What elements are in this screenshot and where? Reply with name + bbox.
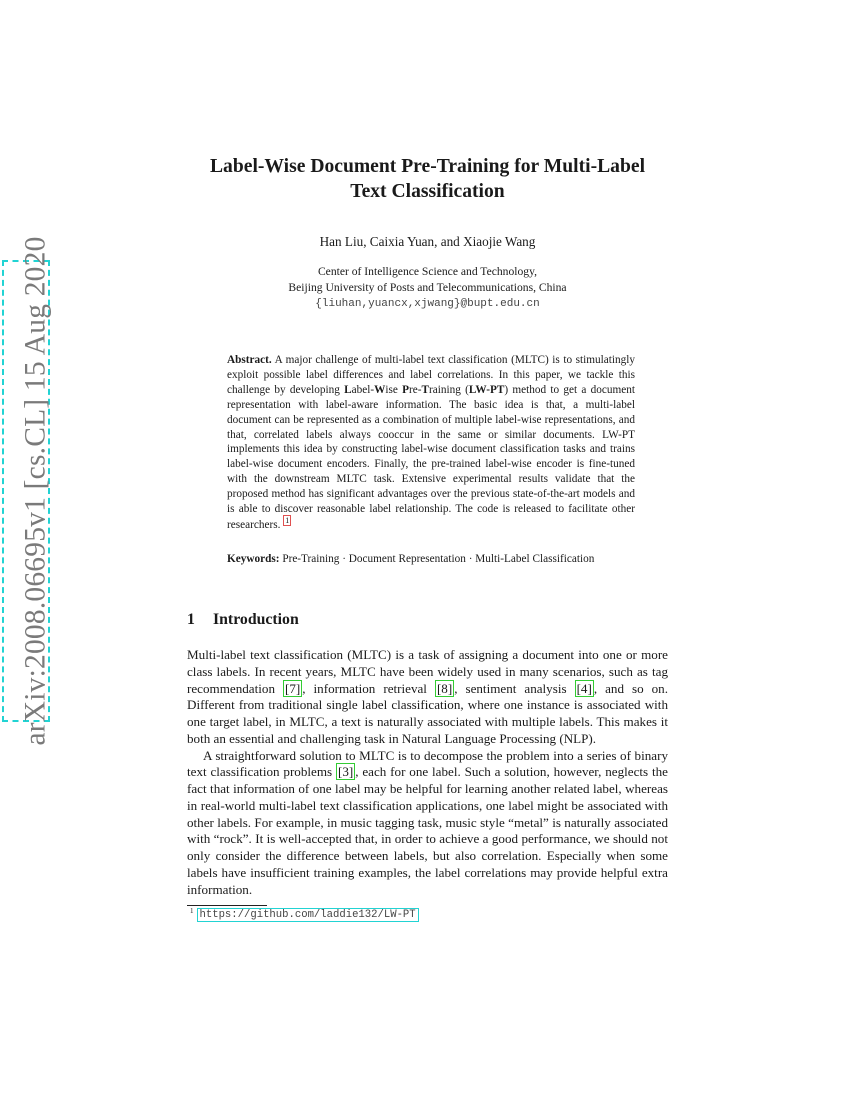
citation-link[interactable]: [3] [337, 764, 354, 780]
footnote-link[interactable]: 1 [285, 515, 290, 525]
section-number: 1 [187, 611, 195, 628]
citation-link[interactable]: [7] [284, 680, 301, 696]
method-abbreviation: LW-PT [468, 383, 505, 396]
method-part: re- [409, 383, 422, 396]
footnote [190, 907, 419, 921]
email[interactable]: {liuhan,yuancx,xjwang}@bupt.edu.cn [315, 298, 540, 310]
citation-link[interactable]: [4] [576, 680, 592, 696]
paragraph-1 [187, 647, 668, 748]
method-letter-p: P [402, 383, 410, 396]
title-line-2: Text Classification [350, 181, 505, 202]
abstract-label: Abstract. [227, 354, 272, 366]
footnote-url-link[interactable]: https://github.com/laddie132/LW-PT [197, 908, 419, 922]
keywords-text: Pre-Training · Document Representation · Multi-Label Classification [279, 553, 595, 565]
citation-link[interactable]: [8] [436, 680, 453, 696]
text-span: Multi-label text classification (MLTC) is a task of assigning a document into one or more class labels. In recent years, MLTC have been widely used in many scenarios, such as tag recommendation [187, 647, 668, 696]
abstract [227, 353, 635, 533]
section-heading [187, 611, 299, 629]
method-letter-t: T [421, 383, 430, 396]
footnote-divider [187, 905, 267, 906]
keywords [227, 552, 635, 567]
paragraph-2 [187, 748, 668, 899]
footnote-number: 1 [190, 907, 194, 915]
arxiv-identifier: arXiv:2008.06695v1 [cs.CL] 15 Aug 2020 [19, 236, 52, 746]
paper-title [150, 154, 705, 204]
abstract-text-1: A major challenge of multi-label text classification (MLTC) is to stimulatingly exploit possible label differences and label correlations. In this paper, we tackle this challenge by developing [227, 354, 635, 396]
text-span: , information retrieval [302, 680, 435, 696]
abstract-text-2: ) method to get a document representation with label-aware information. The basic idea is that, a multi-label document can be represented as a combination of multiple label-wise representations, and that, correlated labels always cooccur in the same or similar documents. LW-PT implements this idea by constructing label-wise document classification tasks and trains label-wise document encoders. Finally, the pre-trained label-wise encoder is fine-tuned with the downstream MLTC task. Extensive experimental results validate that the proposed method has significant advantages over the previous state-of-the-art models and is able to discover reasonable label relationship. The code is released to facilitate other researchers. [227, 383, 635, 531]
method-part: ise [385, 383, 403, 396]
method-letter-l: L [344, 383, 352, 396]
text-span: , and so on. Different from traditional single label classification, where one instance is associated with one target label, in MLTC, a text is naturally associated with multiple labels. This makes it both an essential and challenging task in Natural Language Processing (NLP). [187, 680, 668, 746]
section-title: Introduction [213, 611, 299, 628]
text-span: , each for one label. Such a solution, however, neglects the fact that information of one label may be helpful for learning another related label, whereas in real-world multi-label text classification applications, one label might be associated with other labels. For example, in music tagging task, music style “metal” is naturally associated with “rock”. It is well-accepted that, in order to achieve a good performance, we should not only consider the difference between labels, but also correlation. Especially when some labels have insufficient training examples, the label correlations may provide helpful extra information. [187, 764, 668, 897]
text-span: , sentiment analysis [454, 680, 575, 696]
introduction-body [187, 647, 668, 898]
method-part: abel- [351, 383, 375, 396]
affiliation-line-1: Center of Intelligence Science and Technology, [317, 265, 538, 278]
affiliation-line-2: Beijing University of Posts and Telecommunications, China [288, 281, 567, 294]
title-line-1: Label-Wise Document Pre-Training for Multi-Label [209, 156, 646, 177]
keywords-label: Keywords: [227, 553, 280, 565]
method-part: raining ( [429, 383, 469, 396]
text-span: A straightforward solution to MLTC is to decompose the problem into a series of binary text classification problems [187, 747, 668, 780]
method-letter-w: W [374, 383, 386, 396]
authors: Han Liu, Caixia Yuan, and Xiaojie Wang [319, 234, 536, 249]
affiliation [150, 264, 705, 312]
